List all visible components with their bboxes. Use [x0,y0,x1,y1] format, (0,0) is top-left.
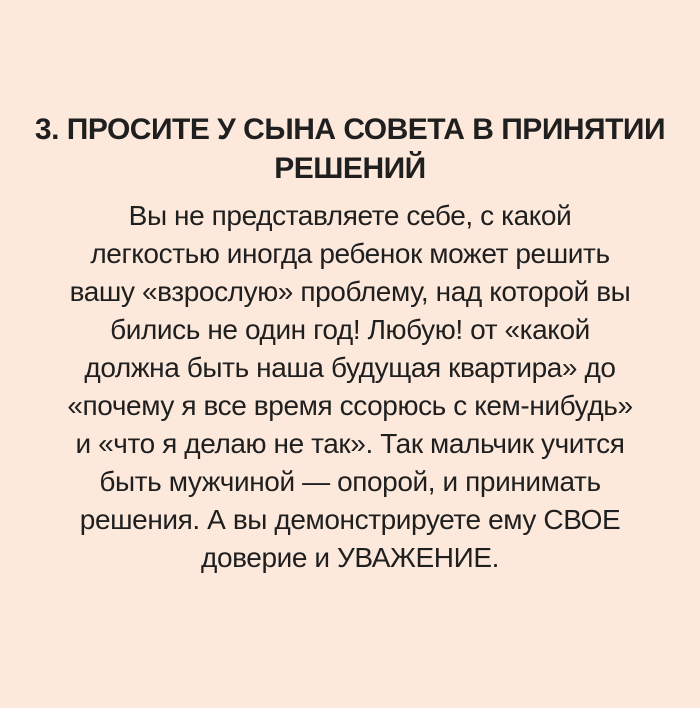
card-body [20,197,680,577]
body-line: быть мужчиной — опорой, и принимать [99,466,601,497]
body-line: бились не один год! Любую! от «какой [110,314,590,345]
body-line: должна быть наша будущая квартира» до [84,352,616,383]
body-line: Вы не представляете себе, с какой [128,200,572,231]
body-line: вашу «взрослую» проблему, над которой вы [69,276,631,307]
card-title [30,110,670,188]
body-line: «почему я все время ссорюсь с кем-нибудь» [67,390,633,421]
body-line: и «что я делаю не так». Так мальчик учится [75,428,625,459]
title-line: РЕШЕНИЙ [274,152,426,185]
title-line: 3. ПРОСИТЕ У СЫНА СОВЕТА В ПРИНЯТИИ [34,113,666,146]
body-line: решения. А вы демонстрируете ему СВОЕ [79,504,621,535]
body-line: легкостью иногда ребенок может решить [90,238,610,269]
body-line: доверие и УВАЖЕНИЕ. [201,542,499,573]
